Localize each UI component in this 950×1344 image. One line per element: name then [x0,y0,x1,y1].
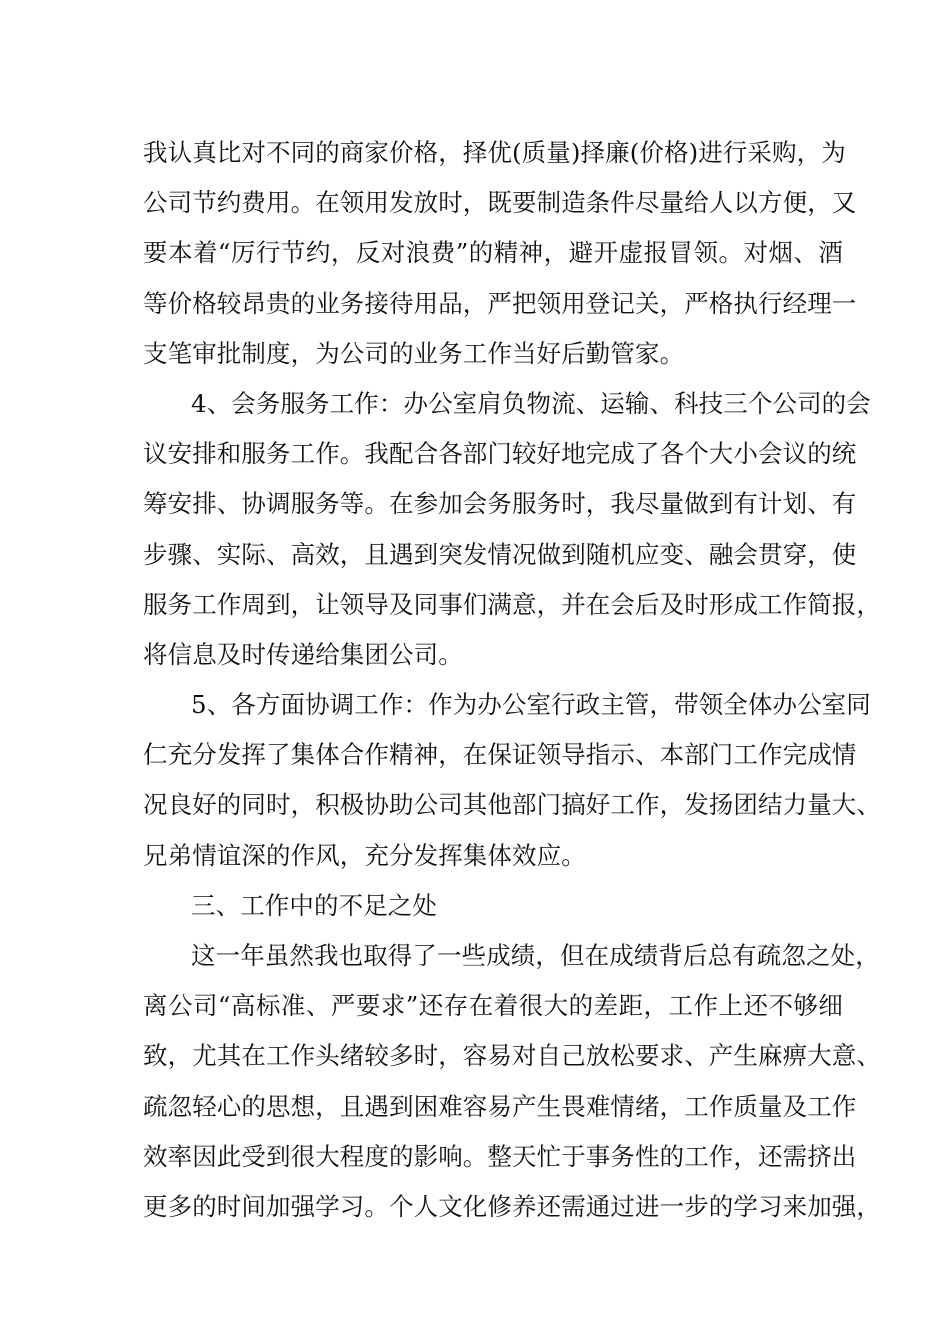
text-line: 兄弟情谊深的作风，充分发挥集体效应。 [143,840,586,870]
text-line: 我认真比对不同的商家价格，择优(质量)择廉(价格)进行采购，为 [143,138,846,167]
document-body [143,128,881,1232]
text-line: 要本着“厉行节约，反对浪费”的精神，避开虚报冒领。对烟、酒 [143,238,843,268]
text-line: 筹安排、协调服务等。在参加会务服务时，我尽量做到有计划、有 [143,489,857,519]
text-line: 议安排和服务工作。我配合各部门较好地完成了各个大小会议的统 [143,439,857,469]
text-line: 离公司“高标准、严要求”还存在着很大的差距，工作上还不够细 [143,991,843,1021]
text-line: 疏忽轻心的思想，且遇到困难容易产生畏难情绪，工作质量及工作 [143,1091,857,1121]
text-line: 服务工作周到，让领导及同事们满意，并在会后及时形成工作简报， [143,589,881,619]
text-line: 这一年虽然我也取得了一些成绩，但在成绩背后总有疏忽之处， [191,941,880,970]
text-line: 4、会务服务工作：办公室肩负物流、运输、科技三个公司的会 [191,388,871,418]
text-line: 5、各方面协调工作：作为办公室行政主管，带领全体办公室同 [191,690,871,720]
text-line: 公司节约费用。在领用发放时，既要制造条件尽量给人以方便，又 [143,188,857,218]
text-line: 等价格较昂贵的业务接待用品，严把领用登记关，严格执行经理一 [143,288,857,318]
text-line: 致，尤其在工作头绪较多时，容易对自己放松要求、产生麻痹大意、 [143,1041,881,1071]
text-line: 更多的时间加强学习。个人文化修养还需通过进一步的学习来加强， [143,1191,881,1221]
text-line: 况良好的同时，积极协助公司其他部门搞好工作，发扬团结力量大、 [143,790,881,820]
text-line: 步骤、实际、高效，且遇到突发情况做到随机应变、融会贯穿，使 [143,539,857,569]
text-line: 三、工作中的不足之处 [191,890,437,920]
text-line: 效率因此受到很大程度的影响。整天忙于事务性的工作，还需挤出 [143,1141,857,1171]
text-line: 将信息及时传递给集团公司。 [143,639,463,669]
text-line: 支笔审批制度，为公司的业务工作当好后勤管家。 [143,338,685,368]
text-line: 仁充分发挥了集体合作精神，在保证领导指示、本部门工作完成情 [143,740,857,770]
